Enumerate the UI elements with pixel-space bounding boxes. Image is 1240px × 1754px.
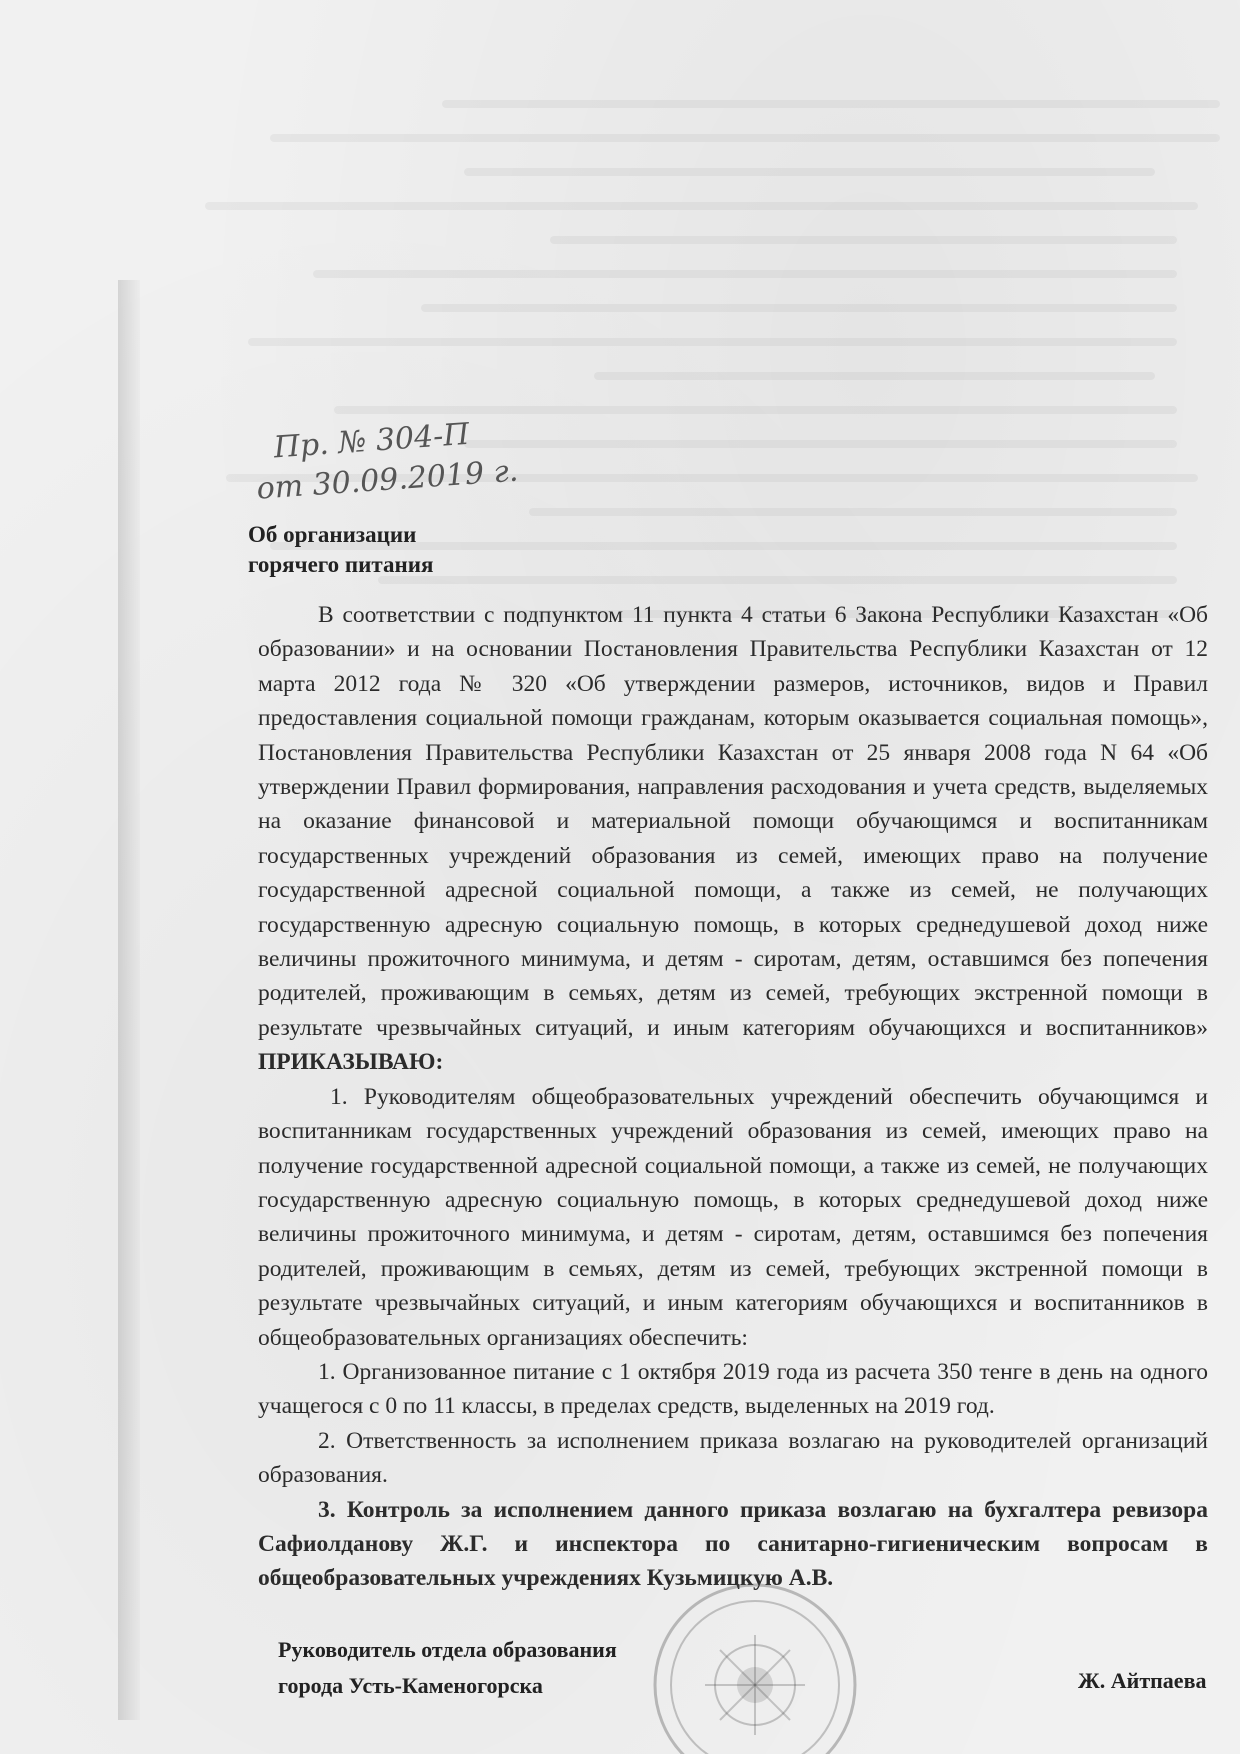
handwritten-order-date: от 30.09.2019 г. [255,453,520,507]
preamble-paragraph [258,598,1208,1080]
preamble-text: В соответствии с подпунктом 11 пункта 4 статьи 6 Закона Республики Казахстан «Об образовании» и на основании Постановления Правительства Республики Казахстан от 12 марта 2012 года № 320 «Об утверждении размеров, источников, видов и Правил предоставления социальной помощи гражданам, которым оказывается социальная помощь», Постановления Правительства Республики Казахстан от 25 января 2008 года N 64 «Об утверждении Правил формирования, направления расходования и учета средств, выделяемых на оказание финансовой и материальной помощи обучающимся и воспитанникам государственных учреждений образования из семей, имеющих право на получение государственной адресной социальной помощи, а также из семей, не получающих государственную адресную социальную помощь, в которых среднедушевой доход ниже величины прожиточного минимума, и детям - сиротам, детям, оставшимся без попечения родителей, проживающим в семьях, детям из семей, требующих экстренной помощи в результате чрезвычайных ситуаций, и иным категориям обучающихся и воспитанников» [258,602,1208,1041]
order-item-1: 1. Руководителям общеобразовательных учреждений обеспечить обучающимся и воспитанникам государственных учреждений образования из семей, имеющих право на получение государственной адресной социальной помощи, а также из семей, не получающих государственную адресную социальную помощь, в которых среднедушевой доход ниже величины прожиточного минимума, и детям - сиротам, детям, оставшимся без попечения родителей, проживающим в семьях, детям из семей, требующих экстренной помощи в результате чрезвычайных ситуаций, и иным категориям обучающихся и воспитанников в общеобразовательных организациях обеспечить: [258,1083,1208,1351]
order-body [258,598,1208,1596]
official-seal-stamp [650,1580,860,1754]
signatory-position-line-1: Руководитель отдела образования [278,1637,617,1662]
handwritten-registration-note [255,412,520,509]
order-word: ПРИКАЗЫВАЮ: [258,1049,444,1076]
order-item-2: 2. Ответственность за исполнением приказа возлагаю на руководителей организаций образования. [258,1427,1208,1489]
signatory-position [278,1632,617,1704]
subject-line-1: Об организации [248,522,417,547]
signatory-position-line-2: города Усть-Каменогорска [278,1673,543,1698]
scan-edge-shadow [118,280,140,1720]
order-item-1-1: 1. Организованное питание с 1 октября 2019 года из расчета 350 тенге в день на одного учащегося с 0 по 11 классы, в пределах средств, выделенных на 2019 год. [258,1358,1208,1420]
order-item-3: 3. Контроль за исполнением данного приказа возлагаю на бухгалтера ревизора Сафиолданову Ж.Г. и инспектора по санитарно-гигиеническим вопросам в общеобразовательных учреждениях Кузьмицкую А.В. [258,1496,1208,1592]
order-subject [248,520,433,580]
handwritten-order-number: Пр. № 304-П [272,416,471,466]
subject-line-2: горячего питания [248,552,434,577]
bleed-through-lines [140,100,1220,680]
signatory-name: Ж. Айтпаева [1078,1668,1207,1693]
